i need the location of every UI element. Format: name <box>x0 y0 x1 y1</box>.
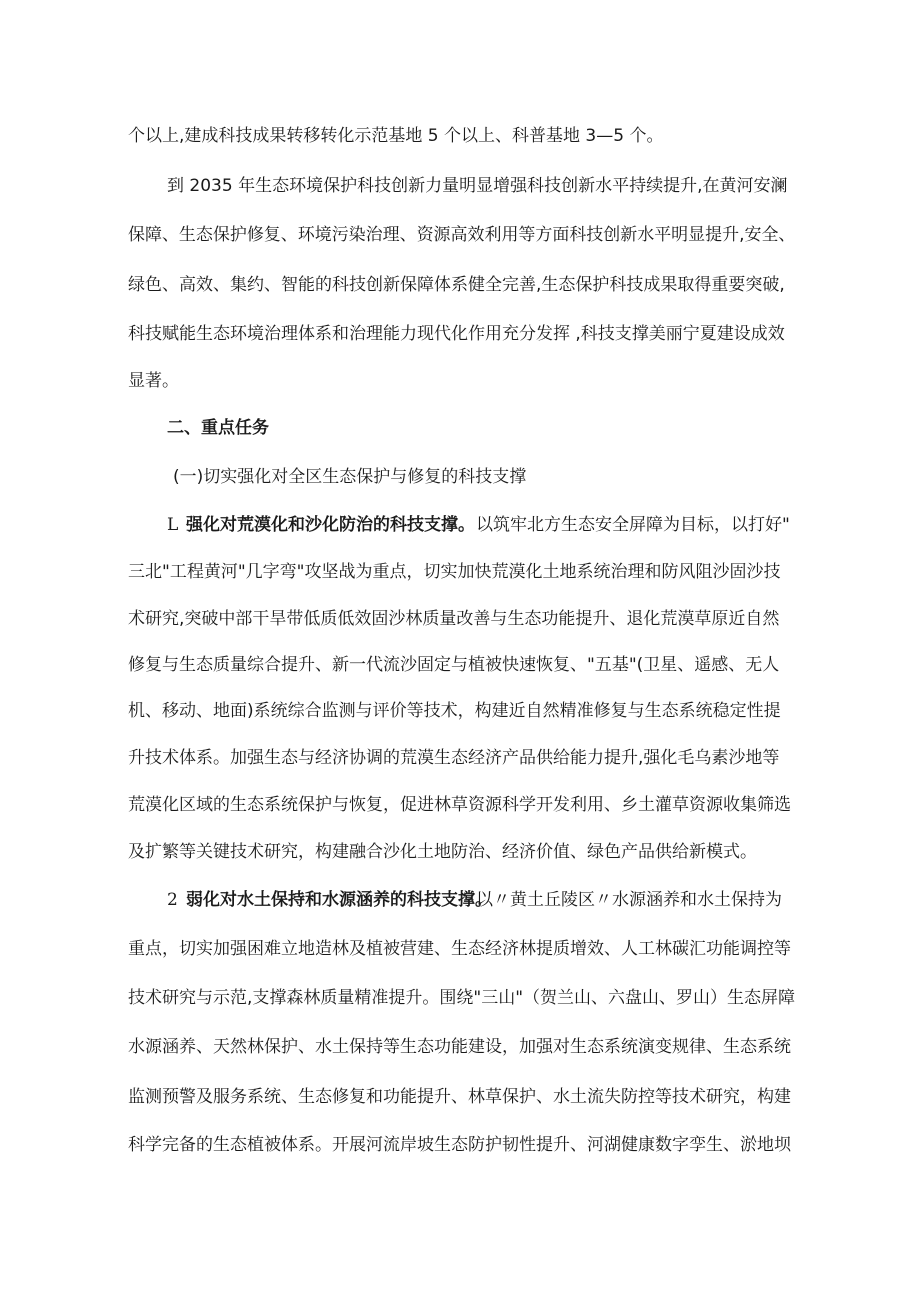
text-line: 及扩繁等关键技术研究，构建融合沙化土地防治、经济价值、绿色产品供给新模式。 <box>128 842 757 862</box>
text-line: 显著。 <box>128 371 179 391</box>
item-number: L <box>167 515 179 535</box>
text-line: 以筑牢北方生态安全屏障为目标，以打好" <box>476 515 790 535</box>
text-line: 荒漠化区域的生态系统保护与恢复，促进林草资源科学开发利用、乡土灌草资源收集筛选 <box>128 795 791 815</box>
item-title: 弱化对水土保持和水源涵养的科技支撑。 <box>186 890 492 910</box>
text-line: 到 2035 年生态环境保护科技创新力量明显增强科技创新水平持续提升,在黄河安澜 <box>167 176 788 196</box>
text-line: 升技术体系。加强生态与经济协调的荒漠生态经济产品供给能力提升,强化毛乌素沙地等 <box>128 748 780 768</box>
text-line: 以〃黄土丘陵区〃水源涵养和水土保持为 <box>476 890 782 910</box>
text-line: 水源涵养、天然林保护、水土保持等生态功能建设，加强对生态系统演变规律、生态系统 <box>128 1037 791 1057</box>
item-number: 2 <box>167 890 178 910</box>
text-line: 术研究,突破中部干旱带低质低效固沙林质量改善与生态功能提升、退化荒漠草原近自然 <box>128 609 780 629</box>
text-line: 机、移动、地面)系统综合监测与评价等技术，构建近自然精准修复与生态系统稳定性提 <box>128 701 781 721</box>
text-line: 修复与生态质量综合提升、新一代流沙固定与植被快速恢复、"五基"(卫星、遥感、无人 <box>128 655 780 675</box>
item-title: 强化对荒漠化和沙化防治的科技支撑。 <box>186 515 475 535</box>
text-line: 技术研究与示范,支撑森林质量精准提升。围绕"三山"（贺兰山、六盘山、罗山）生态屏障 <box>128 988 796 1008</box>
text-line: 监测预警及服务系统、生态修复和功能提升、林草保护、水土流失防控等技术研究，构建 <box>128 1087 791 1107</box>
text-line: 重点，切实加强困难立地造林及植被营建、生态经济林提质增效、人工林碳汇功能调控等 <box>128 939 791 959</box>
text-line: 科学完备的生态植被体系。开展河流岸坡生态防护韧性提升、河湖健康数字孪生、淤地坝 <box>128 1135 791 1155</box>
subheading-text: (一)切实强化对全区生态保护与修复的科技支撑 <box>173 467 527 487</box>
text-line: 保障、生态保护修复、环境污染治理、资源高效利用等方面科技创新水平明显提升,安全、 <box>128 225 796 245</box>
text-line: 科技赋能生态环境治理体系和治理能力现代化作用充分发挥 ,科技支撑美丽宁夏建设成效 <box>128 324 785 344</box>
text-line: 个以上,建成科技成果转移转化示范基地 5 个以上、科普基地 3—5 个。 <box>128 126 664 146</box>
heading-text: 二、重点任务 <box>167 418 269 438</box>
text-line: 三北"工程黄河"几字弯"攻坚战为重点，切实加快荒漠化土地系统治理和防风阻沙固沙技 <box>128 562 781 582</box>
text-line: 绿色、高效、集约、智能的科技创新保障体系健全完善,生态保护科技成果取得重要突破, <box>128 275 785 295</box>
